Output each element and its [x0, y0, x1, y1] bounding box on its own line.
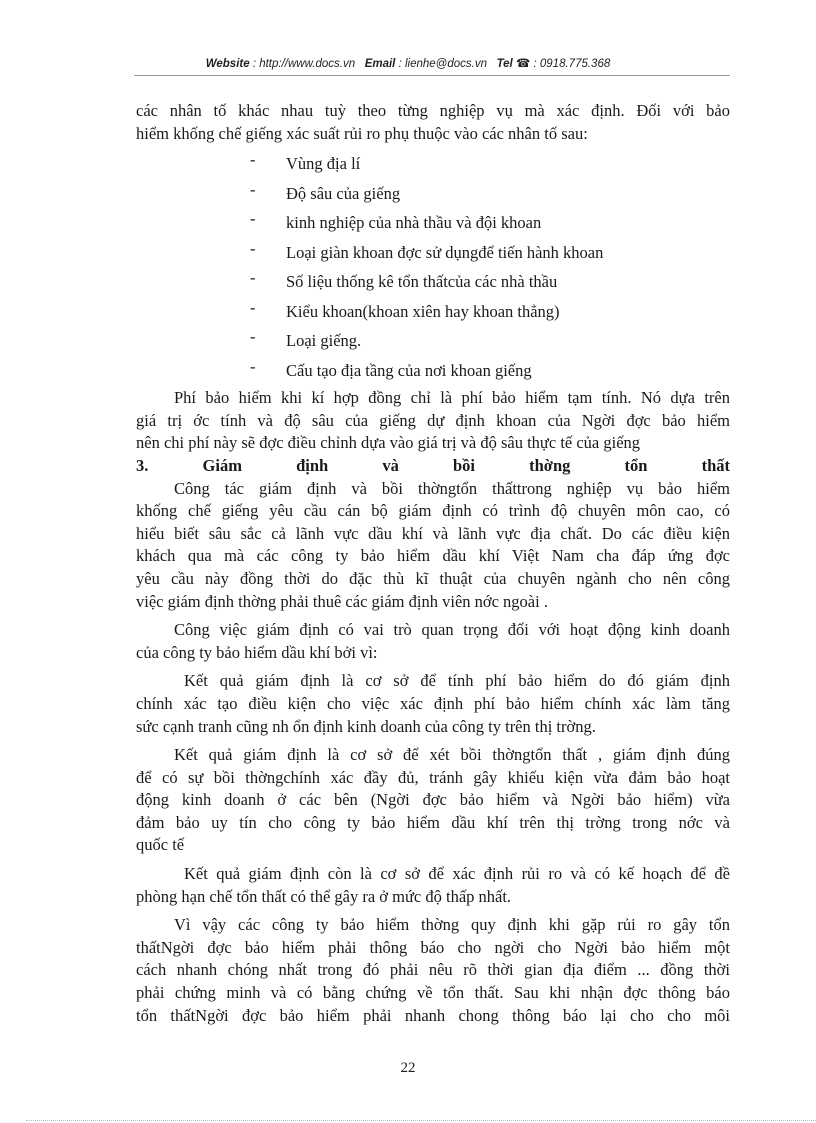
paragraph-line: chính xác tạo điều kiện cho việc xác định phí bảo hiểm chính xác làm tăng — [136, 693, 730, 713]
list-item: - Loại giàn khoan đợc sử dụngđể tiến hành khoan — [136, 238, 730, 268]
paragraph-line: động kinh doanh ở các bên (Ngời đợc bảo hiểm và Ngời bảo hiểm) vừa — [136, 790, 730, 810]
list-bullet: - — [250, 356, 256, 376]
list-item: - Số liệu thống kê tổn thấtcủa các nhà thầu — [136, 267, 730, 297]
email-value: : lienhe@docs.vn — [398, 58, 487, 70]
list-bullet: - — [250, 179, 256, 199]
paragraph-line: yêu cầu này đồng thời do đặc thù kĩ thuật của chuyên ngành cho nên công — [136, 568, 730, 588]
footer-divider — [26, 1120, 816, 1121]
paragraph-line: để có sự bồi thờngchính xác đầy đủ, tránh gây khiếu kiện vừa đảm bảo hoạt — [136, 767, 730, 787]
tel-label: Tel — [496, 58, 513, 70]
list-item: - Loại giếng. — [136, 326, 730, 356]
list-item: - Độ sâu của giếng — [136, 179, 730, 209]
website-label: Website — [205, 58, 250, 70]
paragraph-line: Phí bảo hiểm khi kí hợp đồng chỉ là phí bảo hiểm tạm tính. Nó dựa trên — [174, 388, 730, 408]
paragraph-line: đảm bảo uy tín cho công ty bảo hiểm dầu khí trên thị trờng trong nớc và — [136, 812, 730, 832]
list-bullet: - — [250, 297, 256, 317]
list-bullet: - — [250, 238, 256, 258]
paragraph-line: Kết quả giám định là cơ sở để tính phí bảo hiểm do đó giám định — [184, 671, 730, 691]
paragraph-line: phòng hạn chế tổn thất có thể gây ra ở mức độ thấp nhất. — [136, 886, 512, 906]
document-body — [136, 100, 730, 1027]
paragraph-line: giá trị ớc tính và độ sâu của giếng dự định khoan của Ngời đợc bảo hiểm — [136, 410, 730, 430]
paragraph-line: của công ty bảo hiểm dầu khí bởi vì: — [136, 642, 378, 662]
paragraph-line: Kết quả giám định là cơ sở để xét bồi thờngtổn thất , giám định đúng — [174, 745, 730, 765]
paragraph-line: tổn thấtNgời đợc bảo hiểm phải nhanh chong thông báo lại cho cho môi — [136, 1005, 730, 1025]
paragraph-line: cách nhanh chóng nhất trong đó phải nêu rõ thời gian địa điểm ... đồng thời — [136, 960, 730, 980]
phone-icon: ☎ — [515, 58, 531, 70]
list-bullet: - — [250, 150, 256, 170]
list-bullet: - — [250, 209, 256, 229]
paragraph-line: Công việc giám định có vai trò quan trọng đối với hoạt động kinh doanh — [174, 620, 730, 640]
paragraph-line: Kết quả giám định còn là cơ sở để xác định rủi ro và có kế hoạch để đề — [184, 864, 730, 884]
paragraph-line: Công tác giám định và bồi thờngtổn thấttrong nghiệp vụ bảo hiểm — [174, 478, 730, 498]
paragraph-line: Vì vậy các công ty bảo hiểm thờng quy định khi gặp rủi ro gây tổn — [174, 915, 730, 935]
paragraph-line: khách qua mà các công ty bảo hiểm dầu khí Việt Nam cha đáp ứng đợc — [136, 546, 730, 566]
page-number: 22 — [400, 1060, 416, 1076]
paragraph-line: khống chế giếng yêu cầu cán bộ giám định có trình độ chuyên môn cao, có — [136, 501, 730, 521]
paragraph-line: phải chứng minh và có bằng chứng về tổn thất. Sau khi nhận đợc thông báo — [136, 983, 730, 1003]
list-bullet: - — [250, 268, 256, 288]
tel-value: : 0918.775.368 — [533, 58, 611, 70]
section-heading: 3. Giám định và bồi thờng tổn thất — [136, 455, 730, 475]
list-item: - Kiểu khoan(khoan xiên hay khoan thẳng) — [136, 297, 730, 327]
paragraph-line: hiểm khống chế giếng xác suất rủi ro phụ thuộc vào các nhân tố sau: — [136, 123, 588, 143]
website-value: : http://www.docs.vn — [252, 58, 356, 70]
paragraph-line: các nhân tố khác nhau tuỳ theo từng nghiệp vụ mà xác định. Đối với bảo — [136, 101, 730, 120]
paragraph-line: thấtNgời đợc bảo hiểm phải thông báo cho ngời cho Ngời bảo hiểm một — [136, 937, 730, 957]
page-header — [0, 56, 816, 70]
paragraph-line: việc giám định thờng phải thuê các giám định viên nớc ngoài . — [136, 591, 548, 611]
paragraph-line: sức cạnh tranh cũng nh ổn định kinh doanh của công ty trên thị trờng. — [136, 716, 596, 736]
list-item: - Cấu tạo địa tầng của nơi khoan giếng — [136, 356, 730, 386]
header-divider — [134, 75, 730, 76]
list-item: - kinh nghiệp của nhà thầu và đội khoan — [136, 208, 730, 238]
list-item: - Vùng địa lí — [136, 149, 730, 179]
paragraph-line: nên chi phí này sẽ đợc điều chỉnh dựa vào giá trị và độ sâu thực tế của giếng — [136, 433, 641, 453]
email-label: Email — [364, 58, 396, 70]
paragraph-line: quốc tế — [136, 835, 185, 855]
list-bullet: - — [250, 327, 256, 347]
risk-factor-list — [136, 149, 730, 385]
paragraph-line: hiểu biết sâu sắc cả lãnh vực dầu khí và lãnh vực địa chất. Do các điều kiện — [136, 523, 730, 543]
